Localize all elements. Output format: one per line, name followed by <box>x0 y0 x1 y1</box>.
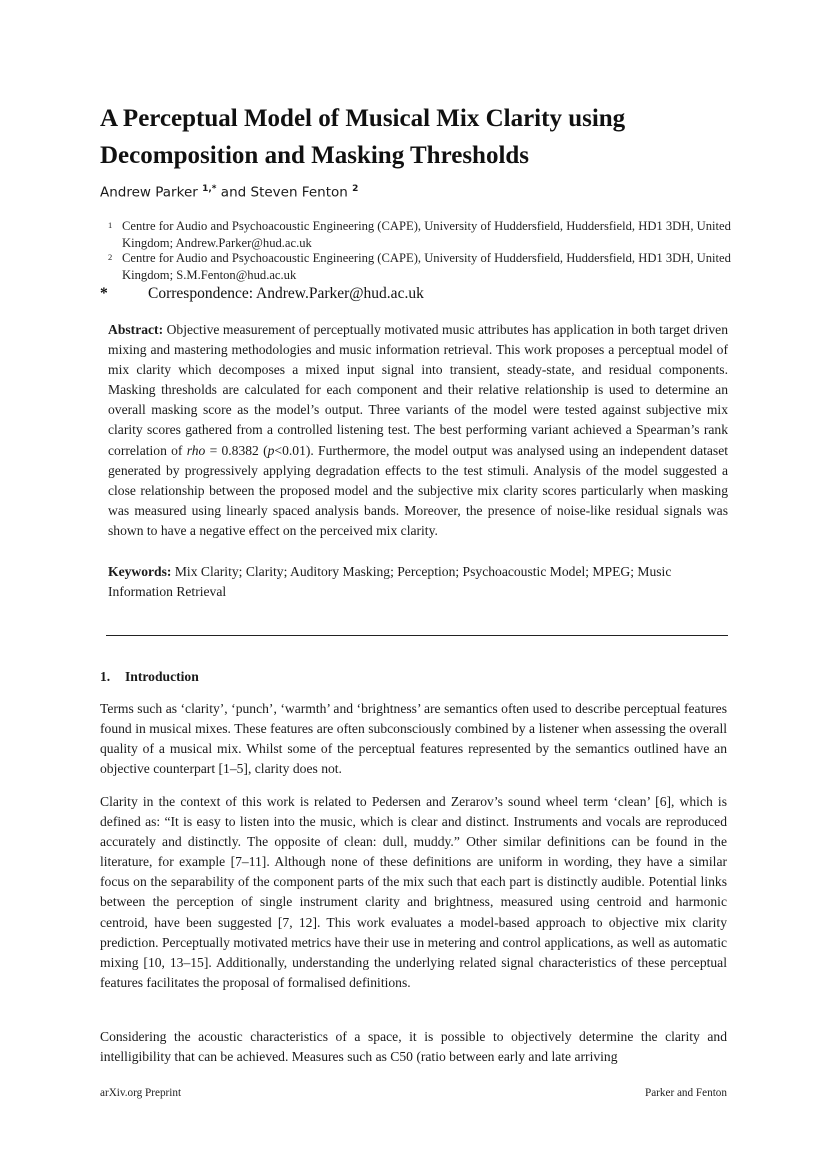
footer-right: Parker and Fenton <box>644 1087 727 1099</box>
author-connector: and <box>220 184 247 201</box>
affiliation-text: Centre for Audio and Psychoacoustic Engineering (CAPE), University of Huddersfield, Huddersfield, HD1 3DH, United Kingdom; Andrew.Parker@hud.ac.uk <box>122 219 731 250</box>
affiliation-text: Centre for Audio and Psychoacoustic Engineering (CAPE), University of Huddersfield, Huddersfield, HD1 3DH, United Kingdom; S.M.Fenton@hud.ac.uk <box>122 251 731 282</box>
author-name: Steven Fenton <box>250 184 348 201</box>
affiliation-number: 1 <box>108 220 113 230</box>
affiliation-2 <box>108 250 732 284</box>
author-line <box>100 184 358 201</box>
body-paragraph: Clarity in the context of this work is related to Pedersen and Zerarov’s sound wheel term ‘clean’ [6], which is defined as: “It is easy to listen into the music, which is clear and distinct. Instruments and vocals are reproduced accurately and distinctly. The opposite of clean: dull, muddy.” Other similar definitions can be found in the literature, for example [7–11]. Although none of these definitions are uniform in wording, they have a similar focus on the separability of the component parts of the mix such that each part is distinctly audible. Potential links between the perception of single instrument clarity and brightness, measured using centroid and harmonic centroid, have been suggested [7, 12]. This work evaluates a model-based approach to objective mix clarity prediction. Perceptually motivated metrics have their use in metering and control applications, as well as automatic mixing [10, 13–15]. Additionally, understanding the underlying related signal characteristics of these perceptual features facilitates the proposal of formalised definitions. <box>100 794 727 990</box>
body-paragraph: Considering the acoustic characteristics of a space, it is possible to objectively determine the clarity and intelligibility that can be achieved. Measures such as C50 (ratio between early and late arriving <box>100 1029 727 1065</box>
keywords-text: Mix Clarity; Clarity; Auditory Masking; Perception; Psychoacoustic Model; MPEG; Music Information Retrieval <box>108 564 672 599</box>
abstract-text: <0.01). Furthermore, the model output was analysed using an independent dataset generated by progressively applying degradation effects to the test stimuli. Analysis of the model suggested a close relationship between the proposed model and the subjective mix clarity scores particularly when masking was measured using linearly spaced analysis bands. Moreover, the presence of noise-like residual signals was shown to have a negative effect on the perceived mix clarity. <box>108 442 729 538</box>
abstract-label: Abstract: <box>108 322 164 337</box>
abstract-text: Objective measurement of perceptually motivated music attributes has application in both target driven mixing and mastering methodologies and music information retrieval. This work proposes a perceptual model of mix clarity which decomposes a mixed input signal into transient, steady-state, and residual components. Masking thresholds are calculated for each component and their relative relationship is used to determine an overall masking score as the model’s output. Three variants of the model were tested against subjective mix clarity scores gathered from a controlled listening test. The best performing variant achieved a Spearman’s rank correlation of <box>108 322 728 458</box>
footer-left: arXiv.org Preprint <box>100 1087 182 1099</box>
affiliation-1 <box>108 218 732 252</box>
author-affiliation-mark: 1,* <box>202 184 217 194</box>
author-affiliation-mark: 2 <box>352 184 359 194</box>
abstract <box>108 320 728 541</box>
affiliation-number: 2 <box>108 252 113 262</box>
section-divider <box>106 635 728 636</box>
correspondence-star: * <box>100 285 108 302</box>
paper-title: A Perceptual Model of Musical Mix Clarity using Decomposition and Masking Thresholds <box>100 105 626 169</box>
correspondence-text: Correspondence: Andrew.Parker@hud.ac.uk <box>148 285 424 302</box>
abstract-rho: rho <box>186 442 206 458</box>
keywords-label: Keywords: <box>108 564 172 579</box>
author-name: Andrew Parker <box>100 184 198 201</box>
correspondence-line <box>100 285 424 303</box>
section-heading <box>100 669 199 685</box>
section-number: 1. <box>100 669 111 684</box>
abstract-text: = 0.8382 ( <box>205 442 268 458</box>
abstract-p: p <box>267 442 275 458</box>
body-paragraph: Terms such as ‘clarity’, ‘punch’, ‘warmth’ and ‘brightness’ are semantics often used to describe perceptual features found in musical mixes. These features are often subconsciously combined by a listener when assessing the overall quality of a musical mix. Whilst some of the perceptual features represented by the semantics outlined have an objective counterpart [1–5], clarity does not. <box>100 701 727 777</box>
keywords <box>108 562 728 602</box>
section-title: Introduction <box>125 669 199 684</box>
